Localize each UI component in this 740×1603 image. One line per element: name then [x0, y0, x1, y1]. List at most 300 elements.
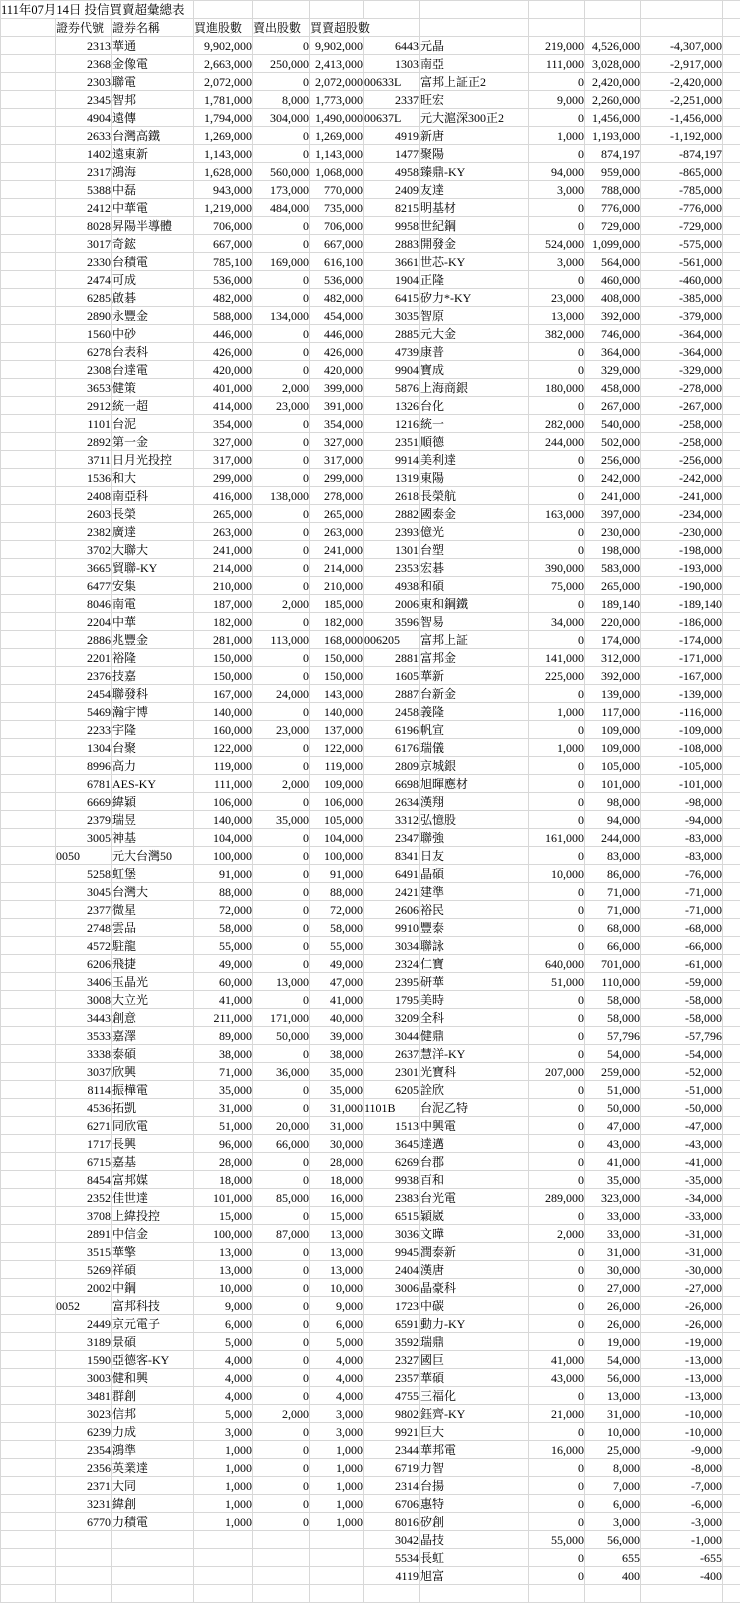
code-cell[interactable]: 2458: [364, 703, 420, 721]
spacer-cell[interactable]: [1, 1513, 56, 1531]
sell-shares-cell[interactable]: 304,000: [253, 109, 310, 127]
buy-shares-cell[interactable]: 414,000: [194, 397, 253, 415]
buy-shares-cell[interactable]: 150,000: [194, 667, 253, 685]
net-shares-cell[interactable]: -278,000: [641, 379, 723, 397]
name-cell[interactable]: 拓凱: [112, 1099, 194, 1117]
spacer-cell[interactable]: [1, 991, 56, 1009]
spacer-cell[interactable]: [723, 577, 740, 595]
spacer-cell[interactable]: [1, 253, 56, 271]
buy-shares-cell[interactable]: 0: [529, 1045, 585, 1063]
code-cell[interactable]: 2408: [56, 487, 112, 505]
code-cell[interactable]: 8046: [56, 595, 112, 613]
net-shares-cell[interactable]: 446,000: [310, 325, 364, 343]
buy-shares-cell[interactable]: 10,000: [529, 865, 585, 883]
buy-shares-cell[interactable]: 60,000: [194, 973, 253, 991]
code-cell[interactable]: 2233: [56, 721, 112, 739]
name-cell[interactable]: 大立光: [112, 991, 194, 1009]
name-cell[interactable]: 長榮航: [420, 487, 529, 505]
buy-shares-cell[interactable]: 0: [529, 937, 585, 955]
spacer-cell[interactable]: [1, 685, 56, 703]
net-shares-cell[interactable]: 9,000: [310, 1297, 364, 1315]
buy-shares-cell[interactable]: 31,000: [194, 1099, 253, 1117]
sell-shares-cell[interactable]: 54,000: [585, 1351, 641, 1369]
name-cell[interactable]: 台泥乙特: [420, 1099, 529, 1117]
code-cell[interactable]: 4572: [56, 937, 112, 955]
spacer-cell[interactable]: [1, 1009, 56, 1027]
code-cell[interactable]: 1402: [56, 145, 112, 163]
spacer-cell[interactable]: [723, 163, 740, 181]
name-cell[interactable]: 嘉澤: [112, 1027, 194, 1045]
sell-shares-cell[interactable]: 138,000: [253, 487, 310, 505]
sell-shares-cell[interactable]: 13,000: [253, 973, 310, 991]
page-title[interactable]: 111年07月14日 投信買賣超彙總表: [1, 1, 194, 19]
sell-shares-cell[interactable]: 267,000: [585, 397, 641, 415]
spacer-cell[interactable]: [723, 865, 740, 883]
sell-shares-cell[interactable]: 66,000: [253, 1135, 310, 1153]
buy-shares-cell[interactable]: 0: [529, 1009, 585, 1027]
spacer-cell[interactable]: [1, 199, 56, 217]
spacer-cell[interactable]: [723, 1423, 740, 1441]
buy-shares-cell[interactable]: 23,000: [529, 289, 585, 307]
net-shares-cell[interactable]: -108,000: [641, 739, 723, 757]
name-cell[interactable]: 台泥: [112, 415, 194, 433]
code-cell[interactable]: 2356: [56, 1459, 112, 1477]
buy-shares-cell[interactable]: 16,000: [529, 1441, 585, 1459]
code-cell[interactable]: 4904: [56, 109, 112, 127]
name-cell[interactable]: 玉晶光: [112, 973, 194, 991]
sell-shares-cell[interactable]: 0: [253, 1477, 310, 1495]
spacer-cell[interactable]: [1, 559, 56, 577]
code-cell[interactable]: 3443: [56, 1009, 112, 1027]
buy-shares-cell[interactable]: 0: [529, 361, 585, 379]
spacer-cell[interactable]: [529, 19, 585, 37]
code-cell[interactable]: 1560: [56, 325, 112, 343]
net-shares-cell[interactable]: 119,000: [310, 757, 364, 775]
code-cell[interactable]: 3017: [56, 235, 112, 253]
net-shares-cell[interactable]: -68,000: [641, 919, 723, 937]
name-cell[interactable]: 達邁: [420, 1135, 529, 1153]
net-shares-cell[interactable]: 35,000: [310, 1081, 364, 1099]
buy-shares-cell[interactable]: 160,000: [194, 721, 253, 739]
net-shares-cell[interactable]: -105,000: [641, 757, 723, 775]
buy-shares-cell[interactable]: 0: [529, 1513, 585, 1531]
net-shares-cell[interactable]: -189,140: [641, 595, 723, 613]
code-cell[interactable]: 4739: [364, 343, 420, 361]
net-shares-cell[interactable]: 91,000: [310, 865, 364, 883]
spacer-cell[interactable]: [1, 1531, 56, 1549]
spacer-cell[interactable]: [1, 595, 56, 613]
name-cell[interactable]: 健鼎: [420, 1027, 529, 1045]
net-shares-cell[interactable]: -10,000: [641, 1423, 723, 1441]
net-shares-cell[interactable]: -8,000: [641, 1459, 723, 1477]
spacer-cell[interactable]: [1, 1459, 56, 1477]
net-shares-cell[interactable]: -198,000: [641, 541, 723, 559]
code-cell[interactable]: 2324: [364, 955, 420, 973]
net-shares-cell[interactable]: 1,068,000: [310, 163, 364, 181]
code-cell[interactable]: 3044: [364, 1027, 420, 1045]
sell-shares-cell[interactable]: 2,000: [253, 379, 310, 397]
spacer-cell[interactable]: [723, 631, 740, 649]
code-cell[interactable]: 3045: [56, 883, 112, 901]
header-code[interactable]: 證券代號: [56, 19, 112, 37]
net-shares-cell[interactable]: 106,000: [310, 793, 364, 811]
header-buy-shares[interactable]: 買進股數: [194, 19, 253, 37]
code-cell[interactable]: 9938: [364, 1171, 420, 1189]
buy-shares-cell[interactable]: 0: [529, 1027, 585, 1045]
name-cell[interactable]: 第一金: [112, 433, 194, 451]
sell-shares-cell[interactable]: 746,000: [585, 325, 641, 343]
sell-shares-cell[interactable]: 0: [253, 865, 310, 883]
spacer-cell[interactable]: [723, 379, 740, 397]
name-cell[interactable]: 裕隆: [112, 649, 194, 667]
sell-shares-cell[interactable]: 71,000: [585, 901, 641, 919]
name-cell[interactable]: 世紀鋼: [420, 217, 529, 235]
net-shares-cell[interactable]: 399,000: [310, 379, 364, 397]
spacer-cell[interactable]: [364, 1, 420, 19]
spacer-cell[interactable]: [723, 1279, 740, 1297]
sell-shares-cell[interactable]: 0: [253, 901, 310, 919]
net-shares-cell[interactable]: -174,000: [641, 631, 723, 649]
buy-shares-cell[interactable]: 0: [529, 523, 585, 541]
code-cell[interactable]: 2330: [56, 253, 112, 271]
sell-shares-cell[interactable]: 8,000: [253, 91, 310, 109]
buy-shares-cell[interactable]: 140,000: [194, 703, 253, 721]
spacer-cell[interactable]: [1, 55, 56, 73]
net-shares-cell[interactable]: 1,269,000: [310, 127, 364, 145]
spacer-cell[interactable]: [723, 37, 740, 55]
net-shares-cell[interactable]: 5,000: [310, 1333, 364, 1351]
net-shares-cell[interactable]: -364,000: [641, 325, 723, 343]
spacer-cell[interactable]: [723, 1513, 740, 1531]
spacer-cell[interactable]: [1, 847, 56, 865]
buy-shares-cell[interactable]: 35,000: [194, 1081, 253, 1099]
spacer-cell[interactable]: [1, 631, 56, 649]
buy-shares-cell[interactable]: 5,000: [194, 1405, 253, 1423]
sell-shares-cell[interactable]: 50,000: [253, 1027, 310, 1045]
name-cell[interactable]: 帆宣: [420, 721, 529, 739]
sell-shares-cell[interactable]: 25,000: [585, 1441, 641, 1459]
code-cell[interactable]: 6415: [364, 289, 420, 307]
sell-shares-cell[interactable]: 54,000: [585, 1045, 641, 1063]
net-shares-cell[interactable]: 735,000: [310, 199, 364, 217]
buy-shares-cell[interactable]: [194, 1531, 253, 1549]
code-cell[interactable]: 6176: [364, 739, 420, 757]
sell-shares-cell[interactable]: 241,000: [585, 487, 641, 505]
buy-shares-cell[interactable]: 13,000: [194, 1261, 253, 1279]
code-cell[interactable]: 0052: [56, 1297, 112, 1315]
name-cell[interactable]: 台光電: [420, 1189, 529, 1207]
sell-shares-cell[interactable]: 256,000: [585, 451, 641, 469]
name-cell[interactable]: 群創: [112, 1387, 194, 1405]
spacer-cell[interactable]: [1, 433, 56, 451]
name-cell[interactable]: 正隆: [420, 271, 529, 289]
buy-shares-cell[interactable]: 1,000: [194, 1495, 253, 1513]
buy-shares-cell[interactable]: 34,000: [529, 613, 585, 631]
spacer-cell[interactable]: [1, 1135, 56, 1153]
net-shares-cell[interactable]: -460,000: [641, 271, 723, 289]
spacer-cell[interactable]: [723, 145, 740, 163]
spacer-cell[interactable]: [1, 235, 56, 253]
net-shares-cell[interactable]: 536,000: [310, 271, 364, 289]
net-shares-cell[interactable]: 1,143,000: [310, 145, 364, 163]
net-shares-cell[interactable]: 39,000: [310, 1027, 364, 1045]
net-shares-cell[interactable]: 13,000: [310, 1243, 364, 1261]
sell-shares-cell[interactable]: 113,000: [253, 631, 310, 649]
buy-shares-cell[interactable]: 0: [529, 217, 585, 235]
spacer-cell[interactable]: [1, 775, 56, 793]
spacer-cell[interactable]: [723, 181, 740, 199]
sell-shares-cell[interactable]: 458,000: [585, 379, 641, 397]
name-cell[interactable]: 聯強: [420, 829, 529, 847]
net-shares-cell[interactable]: -13,000: [641, 1369, 723, 1387]
buy-shares-cell[interactable]: 3,000: [529, 253, 585, 271]
spacer-cell[interactable]: [723, 325, 740, 343]
spacer-cell[interactable]: [723, 1405, 740, 1423]
spacer-cell[interactable]: [723, 343, 740, 361]
spacer-cell[interactable]: [723, 1549, 740, 1567]
code-cell[interactable]: 3023: [56, 1405, 112, 1423]
header-sell-shares[interactable]: 賣出股數: [253, 19, 310, 37]
name-cell[interactable]: 技嘉: [112, 667, 194, 685]
buy-shares-cell[interactable]: 1,269,000: [194, 127, 253, 145]
buy-shares-cell[interactable]: 265,000: [194, 505, 253, 523]
code-cell[interactable]: 4119: [364, 1567, 420, 1585]
spacer-cell[interactable]: [723, 505, 740, 523]
sell-shares-cell[interactable]: 58,000: [585, 1009, 641, 1027]
name-cell[interactable]: 中鋼: [112, 1279, 194, 1297]
buy-shares-cell[interactable]: 588,000: [194, 307, 253, 325]
buy-shares-cell[interactable]: 0: [529, 901, 585, 919]
code-cell[interactable]: 3312: [364, 811, 420, 829]
code-cell[interactable]: 3481: [56, 1387, 112, 1405]
buy-shares-cell[interactable]: 94,000: [529, 163, 585, 181]
sell-shares-cell[interactable]: 19,000: [585, 1333, 641, 1351]
name-cell[interactable]: 虹堡: [112, 865, 194, 883]
spacer-cell[interactable]: [723, 1585, 740, 1603]
net-shares-cell[interactable]: 58,000: [310, 919, 364, 937]
code-cell[interactable]: 2006: [364, 595, 420, 613]
spacer-cell[interactable]: [723, 253, 740, 271]
code-cell[interactable]: 3661: [364, 253, 420, 271]
sell-shares-cell[interactable]: 198,000: [585, 541, 641, 559]
buy-shares-cell[interactable]: 182,000: [194, 613, 253, 631]
buy-shares-cell[interactable]: 0: [529, 1099, 585, 1117]
name-cell[interactable]: 旭富: [420, 1567, 529, 1585]
code-cell[interactable]: 2354: [56, 1441, 112, 1459]
code-cell[interactable]: 6770: [56, 1513, 112, 1531]
spacer-cell[interactable]: [723, 1333, 740, 1351]
sell-shares-cell[interactable]: 27,000: [585, 1279, 641, 1297]
spacer-cell[interactable]: [641, 1585, 723, 1603]
code-cell[interactable]: 2748: [56, 919, 112, 937]
spacer-cell[interactable]: [723, 991, 740, 1009]
sell-shares-cell[interactable]: 0: [253, 1171, 310, 1189]
net-shares-cell[interactable]: -54,000: [641, 1045, 723, 1063]
spacer-cell[interactable]: [723, 1495, 740, 1513]
code-cell[interactable]: [56, 1531, 112, 1549]
name-cell[interactable]: 瀚宇博: [112, 703, 194, 721]
buy-shares-cell[interactable]: 9,902,000: [194, 37, 253, 55]
spacer-cell[interactable]: [1, 1081, 56, 1099]
name-cell[interactable]: 漢唐: [420, 1261, 529, 1279]
code-cell[interactable]: 1304: [56, 739, 112, 757]
name-cell[interactable]: 永豐金: [112, 307, 194, 325]
name-cell[interactable]: 富邦媒: [112, 1171, 194, 1189]
buy-shares-cell[interactable]: 390,000: [529, 559, 585, 577]
spacer-cell[interactable]: [1, 613, 56, 631]
sell-shares-cell[interactable]: 0: [253, 577, 310, 595]
code-cell[interactable]: 8114: [56, 1081, 112, 1099]
net-shares-cell[interactable]: [310, 1531, 364, 1549]
name-cell[interactable]: 南電: [112, 595, 194, 613]
name-cell[interactable]: 飛捷: [112, 955, 194, 973]
sell-shares-cell[interactable]: 189,140: [585, 595, 641, 613]
spacer-cell[interactable]: [1, 703, 56, 721]
net-shares-cell[interactable]: -27,000: [641, 1279, 723, 1297]
net-shares-cell[interactable]: -57,796: [641, 1027, 723, 1045]
name-cell[interactable]: 義隆: [420, 703, 529, 721]
net-shares-cell[interactable]: 28,000: [310, 1153, 364, 1171]
sell-shares-cell[interactable]: 7,000: [585, 1477, 641, 1495]
code-cell[interactable]: 2885: [364, 325, 420, 343]
code-cell[interactable]: 5258: [56, 865, 112, 883]
buy-shares-cell[interactable]: 1,000: [529, 127, 585, 145]
name-cell[interactable]: 台灣高鐵: [112, 127, 194, 145]
spacer-cell[interactable]: [1, 541, 56, 559]
net-shares-cell[interactable]: -865,000: [641, 163, 723, 181]
sell-shares-cell[interactable]: 109,000: [585, 739, 641, 757]
buy-shares-cell[interactable]: 13,000: [194, 1243, 253, 1261]
code-cell[interactable]: 2313: [56, 37, 112, 55]
buy-shares-cell[interactable]: 187,000: [194, 595, 253, 613]
code-cell[interactable]: 2345: [56, 91, 112, 109]
spacer-cell[interactable]: [723, 811, 740, 829]
sell-shares-cell[interactable]: 0: [253, 37, 310, 55]
buy-shares-cell[interactable]: 0: [529, 1567, 585, 1585]
spacer-cell[interactable]: [585, 1, 641, 19]
buy-shares-cell[interactable]: 180,000: [529, 379, 585, 397]
sell-shares-cell[interactable]: 23,000: [253, 721, 310, 739]
code-cell[interactable]: 3008: [56, 991, 112, 1009]
name-cell[interactable]: 南亞: [420, 55, 529, 73]
code-cell[interactable]: 2317: [56, 163, 112, 181]
net-shares-cell[interactable]: -41,000: [641, 1153, 723, 1171]
code-cell[interactable]: 3003: [56, 1369, 112, 1387]
sell-shares-cell[interactable]: 0: [253, 793, 310, 811]
name-cell[interactable]: 詮欣: [420, 1081, 529, 1099]
spacer-cell[interactable]: [723, 361, 740, 379]
name-cell[interactable]: 裕民: [420, 901, 529, 919]
buy-shares-cell[interactable]: 18,000: [194, 1171, 253, 1189]
spacer-cell[interactable]: [1, 181, 56, 199]
sell-shares-cell[interactable]: 312,000: [585, 649, 641, 667]
buy-shares-cell[interactable]: 0: [529, 469, 585, 487]
buy-shares-cell[interactable]: 0: [529, 1297, 585, 1315]
spacer-cell[interactable]: [529, 1585, 585, 1603]
code-cell[interactable]: 5876: [364, 379, 420, 397]
code-cell[interactable]: 2891: [56, 1225, 112, 1243]
name-cell[interactable]: 和碩: [420, 577, 529, 595]
code-cell[interactable]: 2421: [364, 883, 420, 901]
net-shares-cell[interactable]: 4,000: [310, 1369, 364, 1387]
name-cell[interactable]: 美利達: [420, 451, 529, 469]
sell-shares-cell[interactable]: 502,000: [585, 433, 641, 451]
net-shares-cell[interactable]: -9,000: [641, 1441, 723, 1459]
buy-shares-cell[interactable]: 382,000: [529, 325, 585, 343]
buy-shares-cell[interactable]: 4,000: [194, 1369, 253, 1387]
buy-shares-cell[interactable]: 55,000: [194, 937, 253, 955]
sell-shares-cell[interactable]: 3,028,000: [585, 55, 641, 73]
net-shares-cell[interactable]: -193,000: [641, 559, 723, 577]
spacer-cell[interactable]: [1, 1495, 56, 1513]
code-cell[interactable]: 8996: [56, 757, 112, 775]
code-cell[interactable]: 6206: [56, 955, 112, 973]
sell-shares-cell[interactable]: 47,000: [585, 1117, 641, 1135]
sell-shares-cell[interactable]: 397,000: [585, 505, 641, 523]
code-cell[interactable]: 2314: [364, 1477, 420, 1495]
code-cell[interactable]: 4755: [364, 1387, 420, 1405]
spacer-cell[interactable]: [1, 325, 56, 343]
buy-shares-cell[interactable]: 106,000: [194, 793, 253, 811]
buy-shares-cell[interactable]: 6,000: [194, 1315, 253, 1333]
spacer-cell[interactable]: [723, 1243, 740, 1261]
name-cell[interactable]: 佳世達: [112, 1189, 194, 1207]
code-cell[interactable]: 2377: [56, 901, 112, 919]
buy-shares-cell[interactable]: 75,000: [529, 577, 585, 595]
net-shares-cell[interactable]: 317,000: [310, 451, 364, 469]
spacer-cell[interactable]: [1, 919, 56, 937]
code-cell[interactable]: 2371: [56, 1477, 112, 1495]
name-cell[interactable]: 聯發科: [112, 685, 194, 703]
sell-shares-cell[interactable]: 408,000: [585, 289, 641, 307]
sell-shares-cell[interactable]: 24,000: [253, 685, 310, 703]
sell-shares-cell[interactable]: 110,000: [585, 973, 641, 991]
spacer-cell[interactable]: [585, 19, 641, 37]
spacer-cell[interactable]: [723, 307, 740, 325]
spacer-cell[interactable]: [723, 289, 740, 307]
buy-shares-cell[interactable]: 0: [529, 73, 585, 91]
name-cell[interactable]: 智易: [420, 613, 529, 631]
code-cell[interactable]: 1904: [364, 271, 420, 289]
net-shares-cell[interactable]: -364,000: [641, 343, 723, 361]
buy-shares-cell[interactable]: 104,000: [194, 829, 253, 847]
sell-shares-cell[interactable]: 2,000: [253, 1405, 310, 1423]
buy-shares-cell[interactable]: 706,000: [194, 217, 253, 235]
net-shares-cell[interactable]: -6,000: [641, 1495, 723, 1513]
spacer-cell[interactable]: [723, 217, 740, 235]
name-cell[interactable]: 潤泰新: [420, 1243, 529, 1261]
name-cell[interactable]: 矽力*-KY: [420, 289, 529, 307]
code-cell[interactable]: 2637: [364, 1045, 420, 1063]
net-shares-cell[interactable]: -329,000: [641, 361, 723, 379]
spacer-cell[interactable]: [1, 793, 56, 811]
name-cell[interactable]: 鴻海: [112, 163, 194, 181]
sell-shares-cell[interactable]: 259,000: [585, 1063, 641, 1081]
name-cell[interactable]: 泰碩: [112, 1045, 194, 1063]
name-cell[interactable]: 新唐: [420, 127, 529, 145]
sell-shares-cell[interactable]: 0: [253, 127, 310, 145]
spacer-cell[interactable]: [1, 19, 56, 37]
buy-shares-cell[interactable]: 282,000: [529, 415, 585, 433]
code-cell[interactable]: 3006: [364, 1279, 420, 1297]
spacer-cell[interactable]: [194, 1585, 253, 1603]
buy-shares-cell[interactable]: 210,000: [194, 577, 253, 595]
code-cell[interactable]: 8454: [56, 1171, 112, 1189]
buy-shares-cell[interactable]: 161,000: [529, 829, 585, 847]
sell-shares-cell[interactable]: 0: [253, 703, 310, 721]
code-cell[interactable]: 4536: [56, 1099, 112, 1117]
name-cell[interactable]: 長虹: [420, 1549, 529, 1567]
